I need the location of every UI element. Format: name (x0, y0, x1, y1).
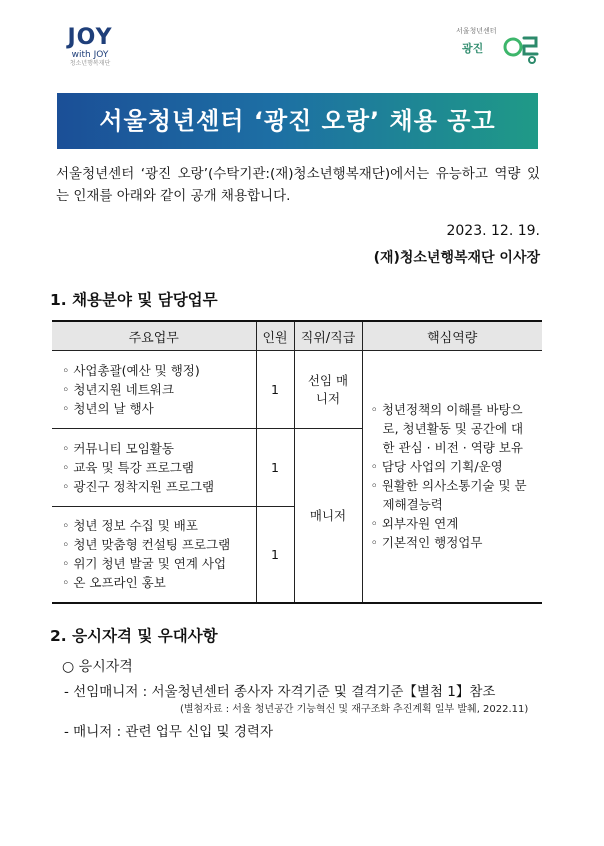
duty-item: ◦ 청년의 날 행사 (62, 399, 250, 418)
duties-cell (52, 429, 256, 507)
qualification-heading: ○ 응시자격 (62, 659, 133, 675)
count-cell: 1 (256, 429, 294, 507)
competency-item: ◦ 청년정책의 이해를 바탕으로, 청년활동 및 공간에 대한 관심 · 비전 · 역량 보유 (371, 400, 535, 457)
competency-item: ◦ 담당 사업의 기획/운영 (371, 457, 535, 476)
qualification-note: (별첨자료 : 서울 청년공간 기능혁신 및 재구조화 추진계획 일부 발췌, 2022.11) (180, 704, 529, 715)
page-title-banner: 서울청년센터 ‘광진 오랑’ 채용 공고 (57, 93, 538, 149)
logo-text: JOY (67, 25, 113, 50)
duty-item: ◦ 청년지원 네트워크 (62, 380, 250, 399)
count-cell: 1 (256, 351, 294, 429)
intro-paragraph: 서울청년센터 ‘광진 오랑’(수탁기관:(재)청소년행복재단)에서는 유능하고 역량 있는 인재를 아래와 같이 공개 채용합니다. (56, 166, 540, 204)
duties-cell (52, 351, 256, 429)
position-cell-senior: 선임 매니저 (294, 351, 362, 429)
duty-item: ◦ 교육 및 특강 프로그램 (62, 458, 250, 477)
duty-item: ◦ 광진구 정착지원 프로그램 (62, 477, 250, 496)
signer: (재)청소년행복재단 이사장 (373, 250, 540, 266)
center-logo (448, 24, 548, 72)
duty-item: ◦ 청년 맞춤형 컨설팅 프로그램 (62, 535, 250, 554)
qualification-manager: - 매니저 : 관련 업무 신입 및 경력자 (64, 724, 273, 740)
header-count: 인원 (256, 321, 294, 351)
logo-subtext: with JOY (71, 50, 109, 60)
qualification-senior: - 선임매니저 : 서울청년센터 종사자 자격기준 및 결격기준【별첨 1】참조 (64, 684, 496, 700)
header-competency: 핵심역량 (362, 321, 542, 351)
duty-item: ◦ 청년 정보 수집 및 배포 (62, 516, 250, 535)
header-duties: 주요업무 (52, 321, 256, 351)
competency-cell (362, 351, 542, 603)
table-row (52, 351, 542, 429)
center-logo-caption: 서울청년센터 (456, 27, 497, 35)
section-title-recruitment: 1. 채용분야 및 담당업무 (50, 291, 218, 309)
orang-logo-icon (502, 32, 542, 64)
section-title-qualifications: 2. 응시자격 및 우대사항 (50, 627, 218, 645)
duties-cell (52, 507, 256, 603)
duty-item: ◦ 사업총괄(예산 및 행정) (62, 361, 250, 380)
logo-org-text: 청소년행복재단 (69, 60, 111, 67)
position-cell-manager: 매니저 (294, 429, 362, 603)
competency-item: ◦ 원활한 의사소통기술 및 문제해결능력 (371, 476, 535, 514)
center-logo-name: 광진 (462, 42, 484, 55)
duty-item: ◦ 커뮤니티 모임활동 (62, 439, 250, 458)
recruitment-table (52, 320, 542, 604)
announcement-date: 2023. 12. 19. (446, 223, 540, 239)
header-position: 직위/직급 (294, 321, 362, 351)
duty-item: ◦ 온 오프라인 홍보 (62, 573, 250, 592)
foundation-logo (50, 26, 130, 74)
competency-item: ◦ 기본적인 행정업무 (371, 533, 535, 552)
table-header-row (52, 321, 542, 351)
duty-item: ◦ 위기 청년 발굴 및 연계 사업 (62, 554, 250, 573)
competency-item: ◦ 외부자원 연계 (371, 514, 535, 533)
count-cell: 1 (256, 507, 294, 603)
